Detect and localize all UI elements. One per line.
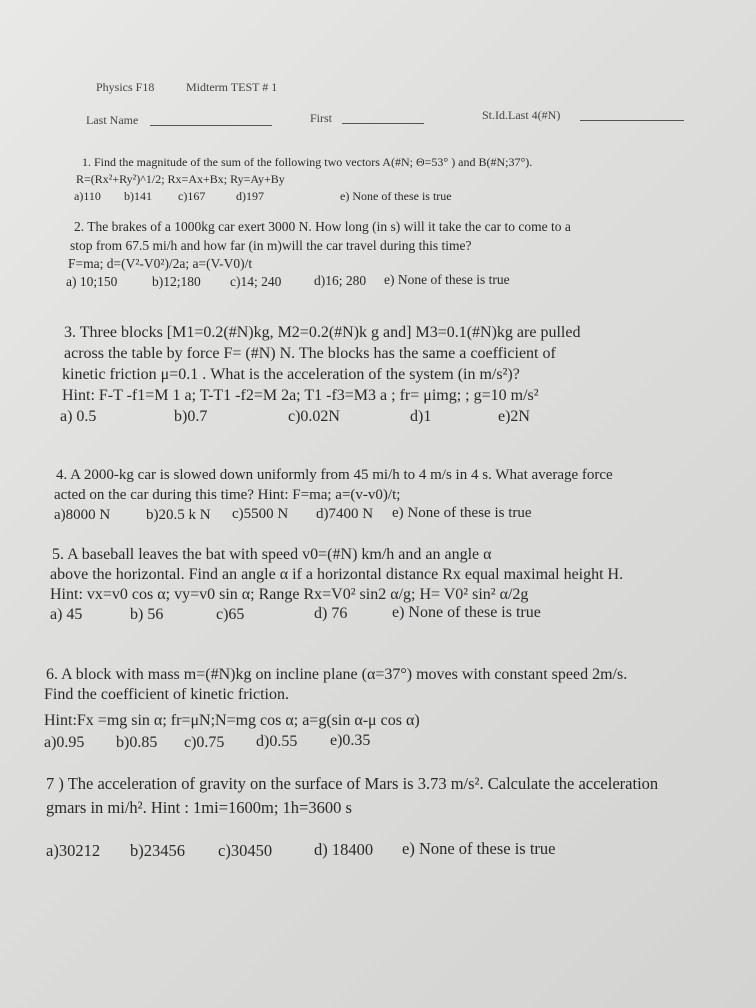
option-c[interactable]: c)167	[178, 189, 206, 203]
question-text: 4. A 2000-kg car is slowed down uniformly from 45 mi/h to 4 m/s in 4 s. What average force	[56, 467, 613, 483]
option-b[interactable]: b)141	[124, 189, 152, 203]
question-text: Hint: vx=v0 cos α; vy=v0 sin α; Range Rx=V0² sin2 α/g; H= V0² sin² α/2g	[50, 586, 529, 603]
course-label: Physics F18	[96, 80, 155, 94]
option-b[interactable]: b)0.7	[174, 408, 208, 425]
student-id-label: St.Id.Last 4(#N)	[482, 108, 561, 122]
question-text: Hint:Fx =mg sin α; fr=μN;N=mg cos α; a=g(sin α-μ cos α)	[44, 712, 420, 729]
first-name-label: First	[310, 111, 333, 125]
question-text: across the table by force F= (#N) N. The blocks has the same a coefficient of	[64, 345, 556, 362]
option-c[interactable]: c)30450	[218, 841, 273, 860]
question-text: 6. A block with mass m=(#N)kg on incline plane (α=37°) moves with constant speed 2m/s.	[46, 666, 628, 683]
last-name-label: Last Name	[86, 113, 139, 127]
question-text: stop from 67.5 mi/h and how far (in m)will the car travel during this time?	[70, 238, 472, 253]
option-e[interactable]: e) None of these is true	[384, 272, 510, 287]
option-d[interactable]: d)1	[410, 408, 432, 425]
option-c[interactable]: c)14; 240	[230, 274, 282, 289]
option-d[interactable]: d) 18400	[314, 840, 374, 859]
option-e[interactable]: e) None of these is true	[392, 604, 541, 621]
option-a[interactable]: a)0.95	[44, 734, 85, 751]
option-e[interactable]: e) None of these is true	[392, 505, 532, 521]
option-c[interactable]: c)65	[216, 606, 245, 623]
option-a[interactable]: a)30212	[46, 841, 101, 860]
option-b[interactable]: b)0.85	[116, 734, 158, 751]
option-d[interactable]: d)7400 N	[316, 506, 374, 522]
question-text: 3. Three blocks [M1=0.2(#N)kg, M2=0.2(#N)k g and] M3=0.1(#N)kg are pulled	[64, 324, 581, 341]
option-b[interactable]: b)23456	[130, 841, 185, 860]
option-b[interactable]: b)20.5 k N	[146, 507, 211, 523]
test-title: Midterm TEST # 1	[186, 80, 278, 94]
question-text: Hint: F-T -f1=M 1 a; T-T1 -f2=M 2a; T1 -f3=M3 a ; fr= μimg; ; g=10 m/s²	[62, 387, 539, 404]
question-text: F=ma; d=(V²-V0²)/2a; a=(V-V0)/t	[68, 256, 253, 271]
question-text: acted on the car during this time? Hint: F=ma; a=(v-v0)/t;	[54, 487, 401, 503]
option-c[interactable]: c)5500 N	[232, 506, 289, 522]
question-text: Find the coefficient of kinetic friction.	[44, 686, 289, 703]
question-text: gmars in mi/h². Hint : 1mi=1600m; 1h=3600 s	[46, 798, 352, 817]
question-text: 5. A baseball leaves the bat with speed v0=(#N) km/h and an angle α	[52, 546, 492, 563]
question-text: R=(Rx²+Ry²)^1/2; Rx=Ax+Bx; Ry=Ay+By	[76, 172, 285, 186]
option-a[interactable]: a)8000 N	[54, 507, 111, 523]
question-text: above the horizontal. Find an angle α if a horizontal distance Rx equal maximal height H.	[50, 566, 624, 583]
student-id-blank[interactable]	[580, 110, 684, 121]
option-e[interactable]: e) None of these is true	[340, 189, 452, 203]
option-c[interactable]: c)0.02N	[288, 408, 340, 425]
option-d[interactable]: d)0.55	[256, 733, 298, 750]
first-name-blank[interactable]	[342, 113, 424, 124]
question-text: kinetic friction μ=0.1 . What is the acceleration of the system (in m/s²)?	[62, 366, 520, 383]
option-a[interactable]: a)110	[74, 189, 101, 203]
question-text: 2. The brakes of a 1000kg car exert 3000 N. How long (in s) will it take the car to come to a	[74, 219, 571, 234]
option-b[interactable]: b) 56	[130, 606, 164, 623]
option-a[interactable]: a) 45	[50, 606, 83, 623]
option-e[interactable]: e)2N	[498, 408, 530, 425]
option-e[interactable]: e) None of these is true	[402, 839, 556, 858]
question-text: 1. Find the magnitude of the sum of the following two vectors A(#N; Θ=53° ) and B(#N;37°).	[82, 155, 533, 169]
option-e[interactable]: e)0.35	[330, 732, 371, 749]
last-name-blank[interactable]	[150, 115, 272, 126]
option-d[interactable]: d)197	[236, 189, 264, 203]
option-d[interactable]: d)16; 280	[314, 273, 367, 288]
option-b[interactable]: b)12;180	[152, 274, 201, 289]
option-a[interactable]: a) 10;150	[66, 274, 118, 289]
option-a[interactable]: a) 0.5	[60, 408, 97, 425]
question-text: 7 ) The acceleration of gravity on the surface of Mars is 3.73 m/s². Calculate the acceleration	[46, 774, 659, 793]
option-d[interactable]: d) 76	[314, 605, 348, 622]
option-c[interactable]: c)0.75	[184, 734, 225, 751]
